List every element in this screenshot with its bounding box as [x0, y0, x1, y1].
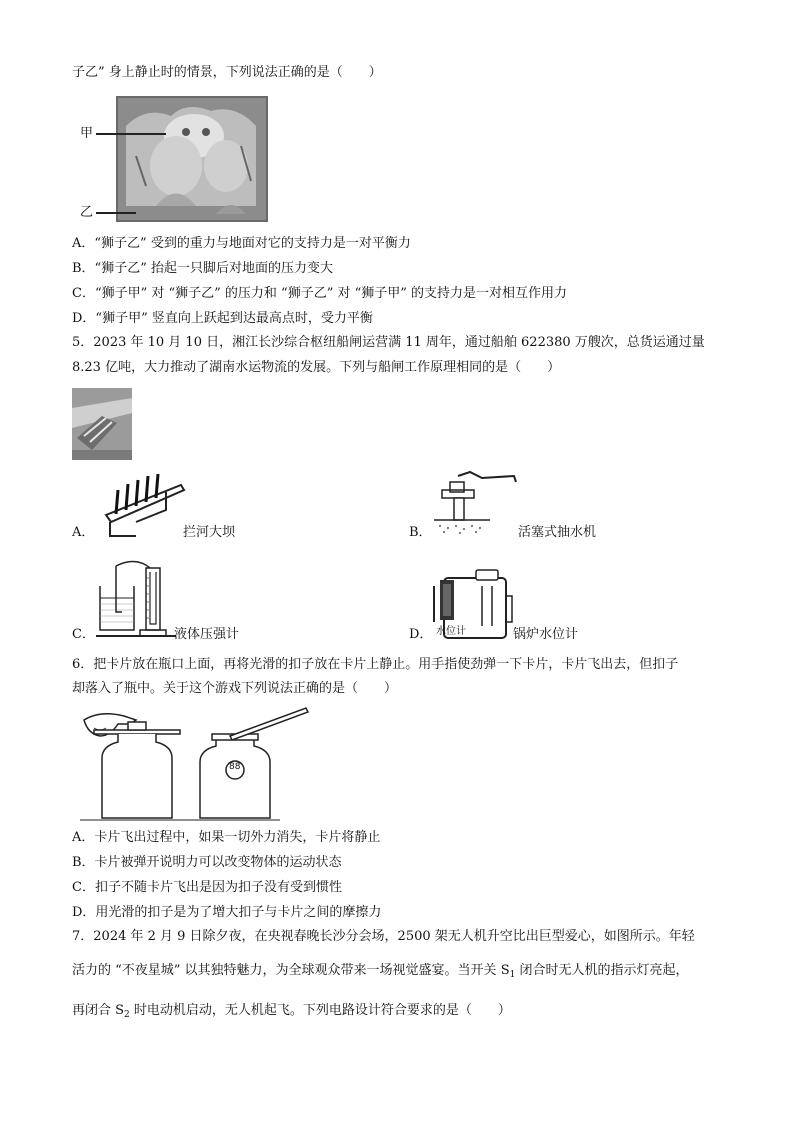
dam-diagram — [96, 470, 188, 540]
q4-option-c: C．“狮子甲” 对 “狮子乙” 的压力和 “狮子乙” 对 “狮子甲” 的支持力是一对相互作用力 — [72, 286, 568, 301]
q4-option-b: B．“狮子乙” 抬起一只脚后对地面的压力变大 — [72, 261, 333, 276]
q7-stem-line2-a: 活力的 “不夜星城” 以其独特魅力，为全球观众带来一场视觉盛宴。当开关 S — [72, 963, 510, 978]
liquid-pressure-gauge-diagram — [96, 556, 178, 642]
q6-stem-line1: 6．把卡片放在瓶口上面，再将光滑的扣子放在卡片上静止。用手指使劲弹一下卡片，卡片飞出去，但扣子 — [72, 657, 679, 672]
lion-dance-photo — [116, 96, 268, 222]
q4-option-a: A．“狮子乙” 受到的重力与地面对它的支持力是一对平衡力 — [72, 236, 411, 251]
q7-stem-line3-b: 时电动机启动，无人机起飞。下列电路设计符合要求的是（ ） — [129, 1003, 511, 1018]
q5-option-a-text: 拦河大坝 — [183, 525, 236, 540]
q7-stem-line2-b: 闭合时无人机的指示灯亮起， — [515, 963, 689, 978]
q6-stem-line2: 却落入了瓶中。关于这个游戏下列说法正确的是（ ） — [72, 681, 398, 696]
q5-option-b-text: 活塞式抽水机 — [518, 525, 597, 540]
q5-option-d-letter: D． — [409, 627, 433, 642]
q7-stem-line2 — [72, 962, 688, 984]
fig-label-jia: 甲 — [80, 126, 94, 141]
q5-option-b-letter: B． — [409, 525, 432, 540]
q6-option-d: D．用光滑的扣子是为了增大扣子与卡片之间的摩擦力 — [72, 905, 382, 920]
q4-option-d: D．“狮子甲” 竖直向上跃起到达最高点时，受力平衡 — [72, 311, 373, 326]
boiler-tag: 水位计 — [436, 626, 466, 637]
q5-option-c-letter: C． — [72, 627, 95, 642]
bottle-button-mark: 88 — [229, 762, 241, 772]
ship-lock-photo — [72, 388, 132, 460]
q6-option-c: C．扣子不随卡片飞出是因为扣子没有受到惯性 — [72, 880, 342, 895]
q7-stem-line3 — [72, 1002, 511, 1024]
q5-option-d-text: 锅炉水位计 — [513, 627, 579, 642]
q7-stem-line3-a: 再闭合 S — [72, 1003, 125, 1018]
piston-pump-diagram — [430, 468, 520, 540]
q5-stem-line1: 5．2023 年 10 月 10 日，湘江长沙综合枢纽船闸运营满 11 周年，通过船舶 622380 万艘次，总货运通过量 — [72, 335, 705, 350]
switch-s1-subscript: 1 — [509, 970, 516, 980]
leader-line-jia — [96, 133, 166, 135]
q5-stem-line2: 8.23 亿吨，大力推动了湖南水运物流的发展。下列与船闸工作原理相同的是（ ） — [72, 360, 561, 375]
leader-line-yi — [96, 212, 136, 214]
q7-stem-line1: 7．2024 年 2 月 9 日除夕夜，在央视春晚长沙分会场，2500 架无人机升空比出巨型爱心，如图所示。年轻 — [72, 929, 695, 944]
q4-stem-tail: 子乙” 身上静止时的情景，下列说法正确的是（ ） — [72, 65, 382, 80]
switch-s2-subscript: 2 — [124, 1010, 130, 1020]
card-bottle-diagram — [80, 706, 310, 824]
q6-option-b: B．卡片被弹开说明力可以改变物体的运动状态 — [72, 855, 342, 870]
q5-option-c-text: 液体压强计 — [174, 627, 240, 642]
q6-option-a: A．卡片飞出过程中，如果一切外力消失，卡片将静止 — [72, 830, 381, 845]
q5-option-a-letter: A． — [72, 525, 95, 540]
fig-label-yi: 乙 — [80, 205, 94, 220]
